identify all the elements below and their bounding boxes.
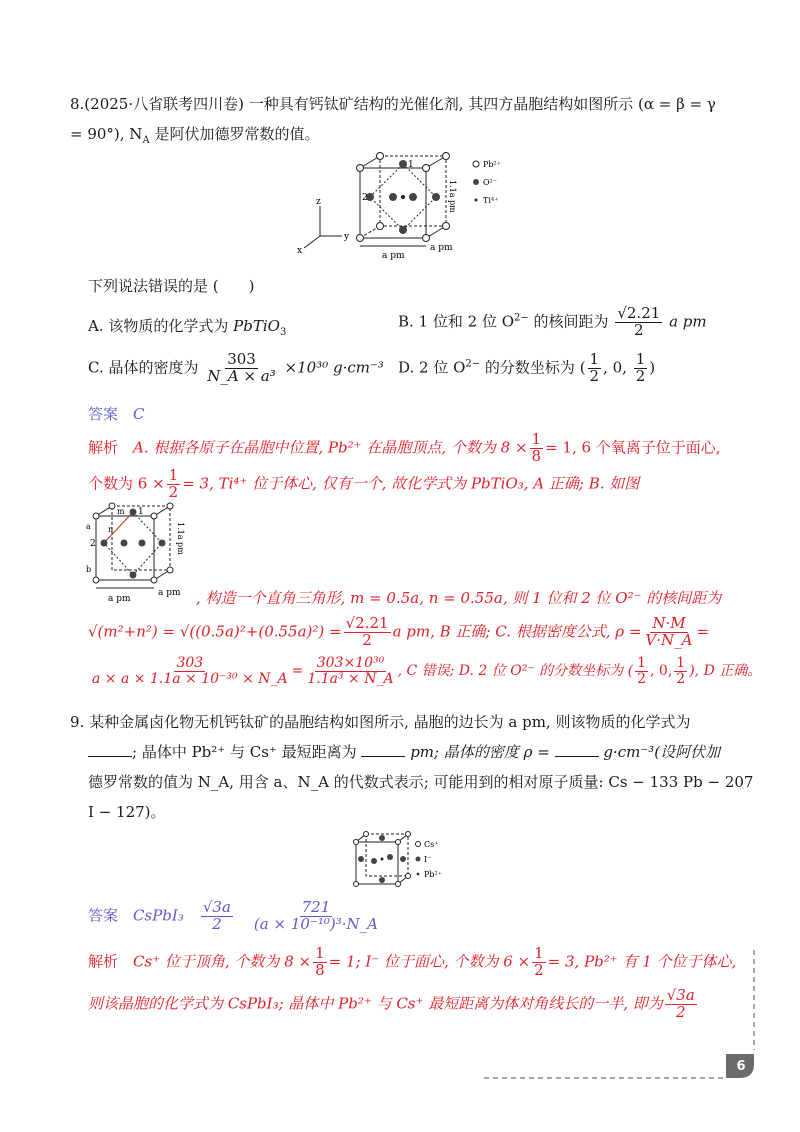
q9-stem-line3: 德罗常数的值为 N_A, 用含 a、N_A 的代数式表示; 可能用到的相对原子质量: Cs − 133 Pb − 207: [88, 773, 754, 791]
q8-explain-line4: √(m²+n²) = √((0.5a)²+(0.55a)²) = $\frac{√2.21}{2}$ a pm, B 正确; C. 根据密度公式, ρ = $\frac{N\cdot M}{V\cdot N\_A}$ =: [88, 614, 710, 649]
q8-option-d[interactable]: D. 2 位 $O^{2-}$ 的分数坐标为 ( $\frac{1}{2}$ , 0, $\frac{1}{2}$ ): [398, 350, 656, 385]
width-label-1: a pm: [382, 251, 405, 261]
q9-legend-cs: Cs⁺: [424, 840, 439, 849]
q8-stem-line1: 8.(2025·八省联考四川卷) 一种具有钙钛矿结构的光催化剂, 其四方晶胞结构如图所示 (α = β = γ: [70, 95, 716, 113]
q8-option-c[interactable]: C. 晶体的密度为 $\frac{303}{\text{N\_A × a³}}$ ×10³⁰ g·cm⁻³: [88, 350, 384, 385]
q9-legend-pb: Pb²⁺: [424, 870, 442, 879]
fig2-w1: a pm: [108, 594, 131, 604]
q9-stem-line2: ; 晶体中 Pb²⁺ 与 Cs⁺ 最短距离为 pm; 晶体的密度 ρ = g·cm⁻³(设阿伏加: [88, 740, 720, 764]
fig2-a: a: [86, 522, 91, 531]
fig2-w2: a pm: [158, 588, 181, 598]
site-1-label: 1: [408, 160, 414, 170]
q9-blank-3[interactable]: [555, 740, 599, 757]
q8-explain-line2: 个数为 6 × $\frac{1}{2}$ = 3, Ti⁴⁺ 位于体心, 仅有一个, 故化学式为 PbTiO₃, A 正确; B. 如图: [88, 466, 640, 501]
site-2-label: 2: [362, 193, 368, 203]
q9-stem-line4: I − 127)。: [88, 803, 166, 821]
q8-explain-line3: , 构造一个直角三角形, m = 0.5a, n = 0.55a, 则 1 位和 2 位 O²⁻ 的核间距为: [196, 589, 722, 607]
axis-y-label: y: [344, 232, 350, 242]
q8-stem-line2: = 90°), $N_A$ 是阿伏加德罗常数的值。: [70, 125, 320, 146]
q9-stem-line1: 9. 某种金属卤化物无机钙钛矿的晶胞结构如图所示, 晶胞的边长为 a pm, 则该物质的化学式为: [70, 713, 691, 731]
q8-explain-line1: 解析 A. 根据各原子在晶胞中位置, Pb²⁺ 在晶胞顶点, 个数为 8 × $\frac{1}{8}$ = 1, 6 个氧离子位于面心,: [88, 430, 721, 465]
page-number: 6: [736, 1059, 746, 1074]
axis-z-label: z: [316, 197, 321, 207]
height-label: 1.1a pm: [448, 180, 457, 213]
width-label-2: a pm: [430, 243, 453, 253]
q9-explain-line1: 解析 Cs⁺ 位于顶角, 个数为 8 × $\frac{1}{8}$ = 1; I⁻ 位于面心, 个数为 6 × $\frac{1}{2}$ = 3, Pb²⁺ 有 1 个位于体心,: [88, 944, 737, 979]
q9-legend-i: I⁻: [424, 855, 432, 864]
q8-option-a[interactable]: A. 该物质的化学式为 PbTiO$_3$: [88, 317, 287, 338]
fig2-site1: 1: [138, 507, 144, 517]
q9-answer: 答案 CsPbI₃ $\frac{√3a}{2}$ $\frac{721}{\text{(a × 10⁻¹⁰)³·N\_A}}$: [88, 898, 378, 933]
legend-o: O²⁻: [483, 178, 497, 187]
page-corner-decoration: [480, 950, 770, 1090]
q8-option-b[interactable]: B. 1 位和 2 位 $O^{2-}$ 的核间距为 $\frac{√2.21}{2}$ a pm: [398, 304, 707, 339]
axis-x-label: x: [297, 246, 303, 256]
q8-explain-line5: $\frac{303}{\text{a × a × 1.1a × 10⁻³⁰ × N\_A}}$ = $\frac{\text{303×10³⁰}}{\text{1.1a³ × N\_A}}$ , C 错误; D. 2 位 O²⁻ 的分数坐标为 ( $\frac{1}{2}$ , 0, $\frac{1}{2}$ ), D 正确。: [92, 655, 762, 687]
q9-explain-line2: 则该晶胞的化学式为 CsPbI₃; 晶体中 Pb²⁺ 与 Cs⁺ 最短距离为体对角线长的一半, 即为 $\frac{√3a}{2}$: [88, 986, 695, 1021]
fig2-n: n: [108, 525, 114, 534]
q8-crystal-figure: [290, 150, 520, 262]
q8-explain-figure: [84, 502, 196, 606]
fig2-height: 1.1a pm: [176, 522, 185, 555]
fig2-site2: 2: [90, 539, 96, 549]
q9-blank-2[interactable]: [361, 740, 405, 757]
legend-ti: Ti⁴⁺: [483, 196, 499, 205]
q8-answer: 答案 C: [88, 405, 145, 423]
fig2-m: m: [117, 507, 125, 516]
q9-crystal-figure: [352, 830, 462, 890]
q9-blank-1[interactable]: [88, 740, 132, 757]
fig2-b: b: [86, 565, 92, 574]
legend-pb: Pb²⁺: [483, 160, 501, 169]
q8-prompt: 下列说法错误的是 ( ): [88, 277, 255, 295]
